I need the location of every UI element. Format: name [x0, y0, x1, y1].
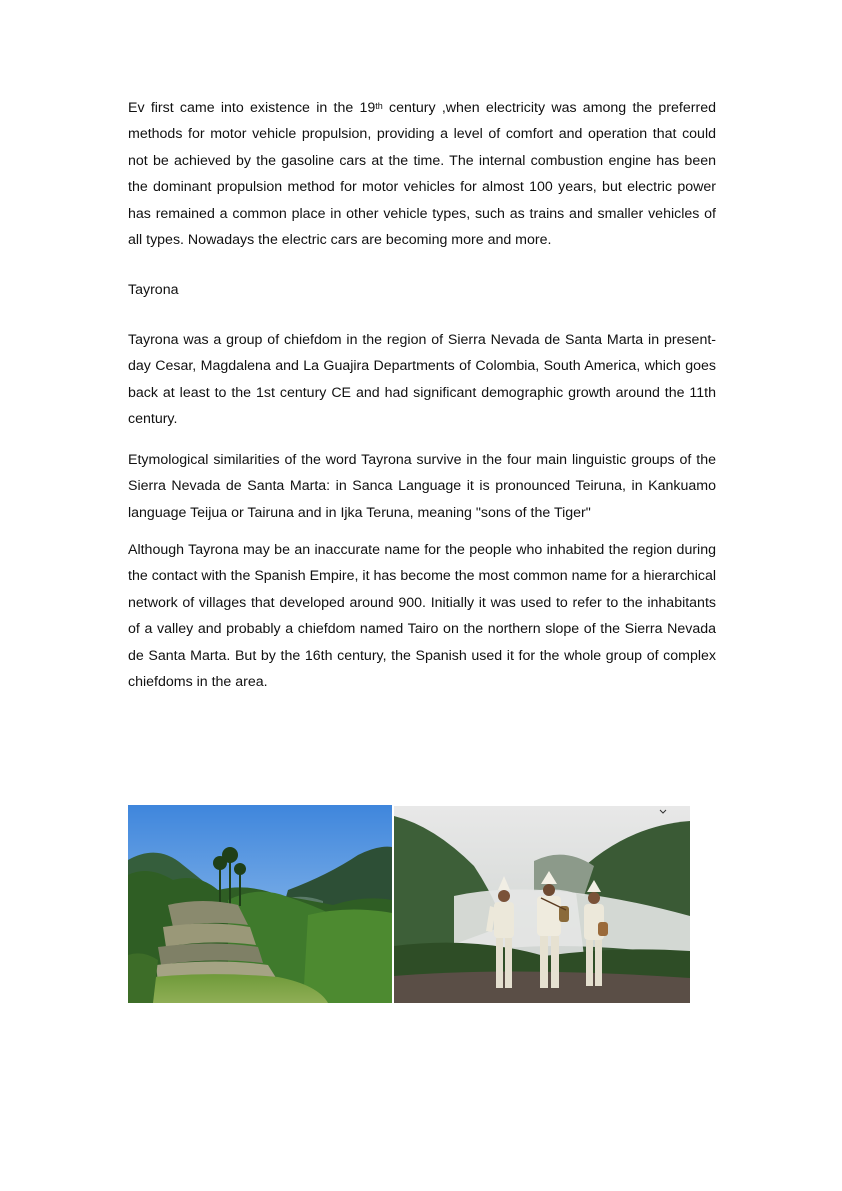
paragraph-tayrona-chiefdom: Tayrona was a group of chiefdom in the region of Sierra Nevada de Santa Marta in present-day Cesar, Magdalena and La Guajira Departments of Colombia, South America, which goes back at least to the 1st century CE and had significant demographic growth around the 11th century. — [128, 332, 716, 428]
paragraph-text: century ,when electricity was among the preferred methods for motor vehicle propulsion, providing a level of comfort and operation that could not be achieved by the gasoline cars at the time. The internal combustion engine has been the dominant propulsion method for motor vehicles for almost 100 years, but electric power has remained a common place in other vehicle types, such as trains and smaller vehicles of all types. Nowadays the electric cars are becoming more and more. — [128, 100, 716, 249]
section-heading-tayrona: Tayrona — [128, 282, 179, 298]
people-photo — [394, 806, 690, 1003]
superscript: th — [375, 101, 383, 111]
paragraph-text: Ev first came into existence in the 19 — [128, 100, 376, 116]
paragraph-electric-vehicles — [128, 95, 716, 253]
paragraph-etymology: Etymological similarities of the word Tayrona survive in the four main linguistic groups of the Sierra Nevada de Santa Marta: in Sanca Language it is pronounced Teiruna, in Kankuamo language Teijua or Tairuna and in Ijka Teruna, meaning "sons of the Tiger" — [128, 452, 716, 521]
paragraph-history: Although Tayrona may be an inaccurate name for the people who inhabited the region during the contact with the Spanish Empire, it has become the most common name for a hierarchical network of villages that developed around 900. Initially it was used to refer to the inhabitants of a valley and probably a chiefdom named Tairo on the northern slope of the Sierra Nevada de Santa Marta. But by the 16th century, the Spanish used it for the whole group of complex chiefdoms in the area. — [128, 542, 716, 691]
ruins-photo — [128, 805, 392, 1003]
